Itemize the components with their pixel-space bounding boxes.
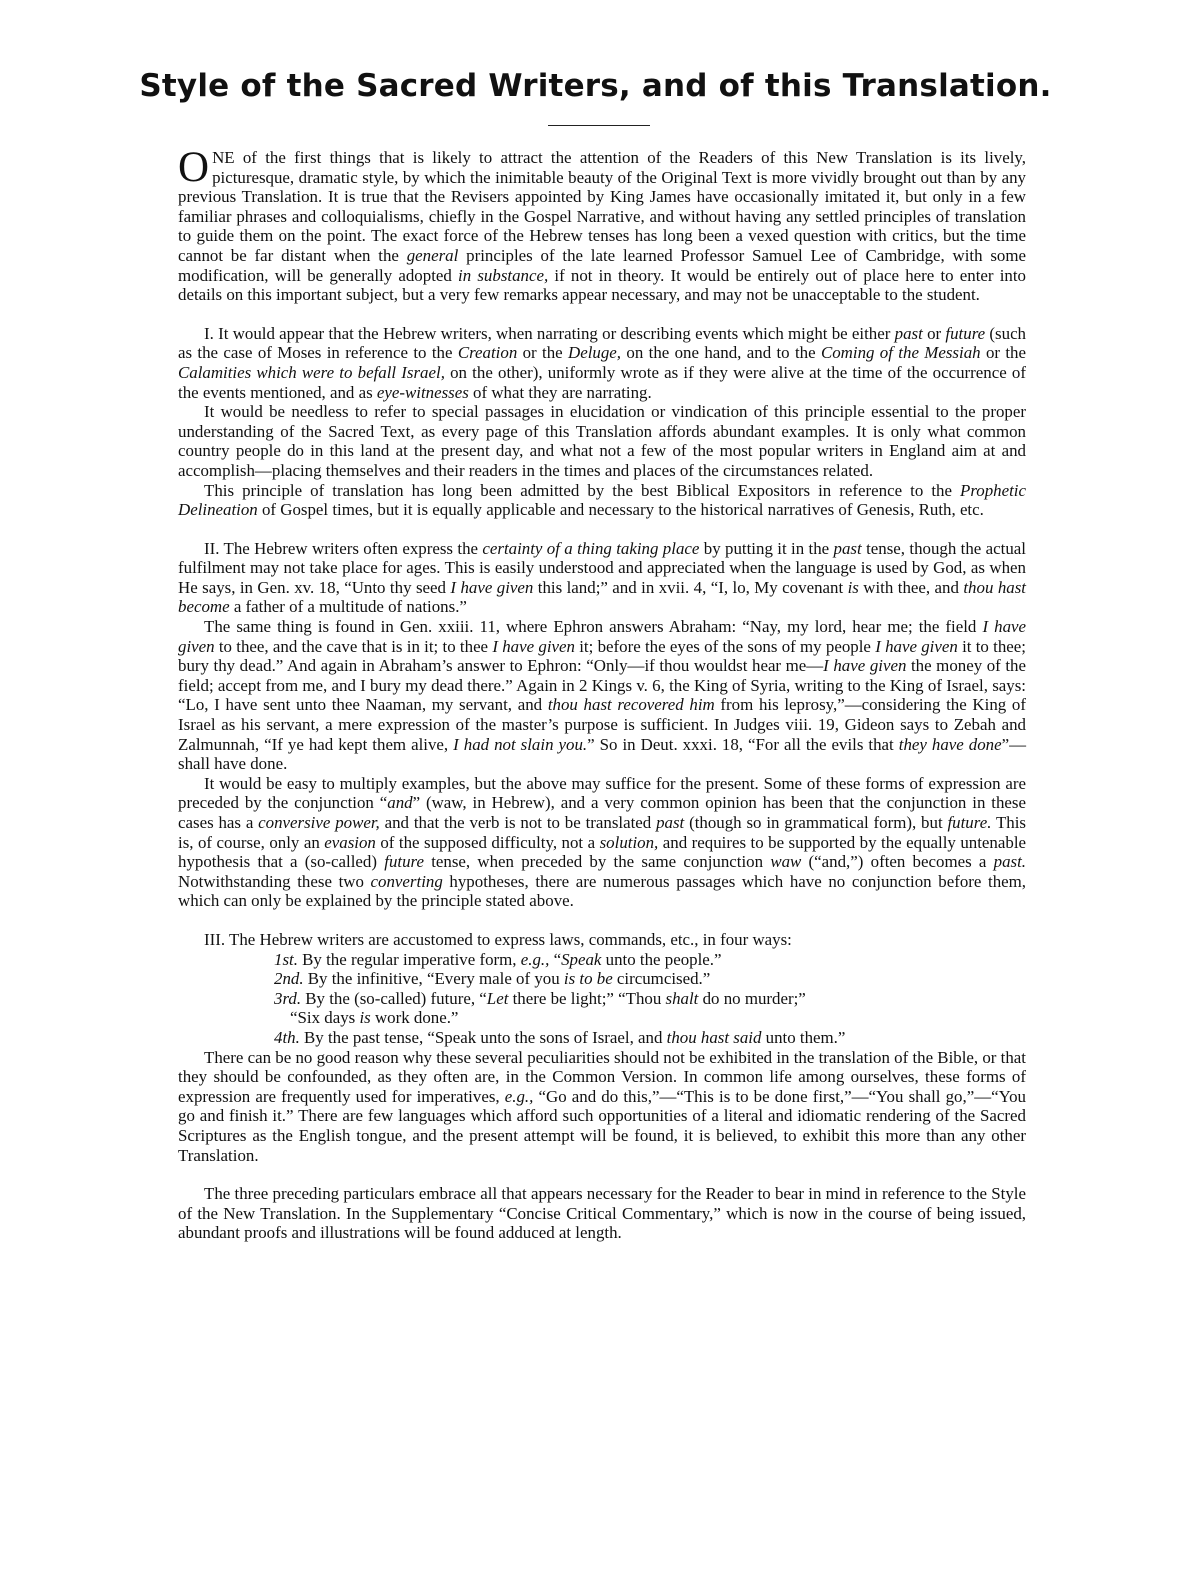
list-em: shalt: [665, 988, 699, 1008]
s2p3-em: future: [384, 852, 424, 872]
list-item-continuation: [178, 1008, 1026, 1028]
list-text: By the (so-called) future, “: [301, 988, 487, 1008]
list-number: 2nd.: [274, 969, 304, 989]
s1p1-e: on the one hand, and to the: [621, 343, 821, 363]
s2p2-em: I have given: [178, 617, 1027, 656]
s2p2-a: The same thing is found in Gen. xxiii. 11, where Ephron answers Abraham: “Nay, my lord, hear me; the field: [204, 617, 983, 637]
s2p2-em: I had not slain you.: [453, 734, 588, 754]
list-text: By the regular imperative form,: [297, 949, 521, 969]
s1p1-f: or the: [980, 343, 1027, 363]
s1p1-g: on the other), uniformly wrote as if they were alive at the time of the occurrence of the events mentioned, and as: [178, 362, 1026, 402]
s2p3-d: (though so in grammatical form), but: [684, 813, 948, 832]
s1p1-em: eye-witnesses: [376, 382, 469, 402]
section-1-paragraph-3: [178, 481, 1026, 520]
s2p3-j: Notwithstanding these two: [178, 871, 371, 891]
section-1-paragraph-2: It would be needless to refer to special passages in elucidation or vindication of this principle essential to the proper understanding of the Sacred Text, as every page of this Translation affords abundant examples. It is only what common country people do in this land at the present day, and what not a few of the most popular writers in England aim at and accomplish—placing themselves and their readers in the times and places of the circumstances related.: [178, 402, 1026, 480]
list-text: “Six days: [290, 1008, 360, 1028]
s2p1-em: past: [833, 538, 862, 558]
s2p2-e: the money of the field; accept from me, and I bury my dead there.” Again in 2 Kings v. 6, the King of Syria, writing to the King of Israel, says: “Lo, I have sent unto thee Naaman, my servant, and: [178, 656, 1026, 715]
document-body: [178, 144, 1027, 1243]
section-2-paragraph-3: [178, 774, 1026, 911]
s2p2-em: I have given: [492, 636, 575, 656]
s1p3-b: of Gospel times, but it is equally applicable and necessary to the historical narratives of Genesis, Ruth, etc.: [257, 500, 984, 520]
s2p2-f: from his leprosy,”—considering the King of Israel as his servant, a mere expression of the master’s purpose is sufficient. In Judges viii. 19, Gideon says to Zebah and Zalmunnah, “If ye had kept them alive,: [178, 695, 1026, 754]
s1p1-b: or: [922, 323, 946, 343]
list-item: [178, 989, 1026, 1009]
s1p1-em: Creation: [457, 343, 518, 363]
list-number: 1st.: [274, 949, 298, 969]
s1p1-h: of what they are narrating.: [468, 382, 652, 402]
s2p3-f: of the supposed difficulty, not a: [375, 832, 600, 852]
s2p2-b: to thee, and the cave that is in it; to thee: [214, 636, 493, 656]
list-text: unto them.”: [761, 1027, 846, 1047]
s2p3-h: tense, when preceded by the same conjunction: [423, 852, 771, 872]
intro-paragraph: [178, 144, 1027, 305]
s2p1-b: by putting it in the: [699, 538, 834, 558]
s2p1-em: I have given: [450, 577, 534, 597]
list-em: thou hast said: [666, 1027, 762, 1047]
list-text: do no murder;”: [698, 988, 806, 1008]
s2p1-em: certainty of a thing taking place: [482, 538, 700, 558]
s2p1-c: tense, though the actual fulfilment may not take place for ages. This is easily understood and appreciated when the language is used by God, as when He says, in Gen. xv. 18, “Unto thy seed: [178, 538, 1026, 597]
s1p1-em: future: [945, 323, 986, 343]
list-em: Speak: [561, 949, 602, 969]
intro-text-b: principles of the late learned Professor Samuel Lee of Cambridge, with some modification, will be generally adopted: [178, 245, 1026, 285]
intro-em-a: general: [406, 245, 459, 265]
s3p2-a: There can be no good reason why these several peculiarities should not be exhibited in the translation of the Bible, or that they should be confounded, as they often are, in the Common Version. In common life among ourselves, these forms of expression are frequently used for imperatives,: [178, 1047, 1026, 1106]
s2p3-em: conversive power,: [258, 813, 380, 832]
s2p3-e: This is, of course, only an: [178, 813, 1026, 852]
s1p1-em: Coming of the Messiah: [820, 343, 981, 363]
s2p3-em: and: [387, 793, 413, 813]
s2p3-em: evasion: [324, 832, 376, 852]
list-em: Let: [486, 988, 509, 1008]
list-number: 4th.: [274, 1027, 300, 1047]
s2p3-c: and that the verb is not to be translated: [379, 813, 657, 832]
s2p3-em: converting: [370, 871, 443, 891]
s2p2-d: it to thee; bury thy dead.” And again in Abraham’s answer to Ephron: “Only—if thou wouldst hear me—: [178, 636, 1026, 676]
s1p1-a: I. It would appear that the Hebrew writers, when narrating or describing events which might be either: [204, 323, 895, 343]
list-em: e.g.,: [520, 949, 550, 969]
s2p2-em: thou hast recovered him: [547, 695, 715, 715]
section-3-paragraph-2: [178, 1048, 1026, 1166]
s2p1-e: with thee, and: [858, 577, 964, 597]
s2p3-k: hypotheses, there are numerous passages which have no conjunction before them, which can only be explained by the principle stated above.: [178, 871, 1027, 911]
list-number: 3rd.: [274, 988, 302, 1008]
list-text: work done.”: [370, 1008, 459, 1028]
s2p2-em: I have given: [823, 656, 907, 676]
list-text: By the infinitive, “Every male of you: [303, 969, 564, 989]
s1p3-em: Prophetic Delineation: [178, 480, 1026, 520]
list-em: is to be: [563, 969, 613, 989]
s1p1-em: past: [894, 323, 923, 343]
list-item: [178, 950, 1026, 970]
s3p2-b: “Go and do this,”—“This is to be done first,”—“You shall go,”—“You go and finish it.” There are few languages which afford such opportunities of a literal and idiomatic rendering of the Sacred Scriptures as the English tongue, and the present attempt will be found, it is believed, to exhibit this more than any other Translation.: [178, 1086, 1026, 1165]
intro-em-b: in substance,: [458, 265, 549, 285]
list-text: circumcised.”: [612, 969, 711, 989]
drop-cap: O: [178, 144, 210, 191]
s2p3-em: solution,: [599, 832, 659, 852]
s3p2-em: e.g.,: [504, 1086, 534, 1106]
s2p3-a: It would be easy to multiply examples, but the above may suffice for the present. Some of these forms of expression are preceded by the conjunction “: [178, 773, 1026, 813]
s2p1-d: this land;” and in xvii. 4, “I, lo, My covenant: [533, 577, 848, 597]
list-item: [178, 1028, 1026, 1048]
s2p1-f: a father of a multitude of nations.”: [229, 597, 467, 617]
s1p3-a: This principle of translation has long been admitted by the best Biblical Expositors in reference to the: [204, 480, 961, 500]
s2p1-a: II. The Hebrew writers often express the: [204, 538, 483, 558]
intro-text-c: if not in theory. It would be entirely out of place here to enter into details on this important subject, but a very few remarks appear necessary, and may not be unacceptable to the student.: [178, 265, 1027, 305]
section-1-paragraph-1: [178, 324, 1026, 402]
section-2-paragraph-1: [178, 539, 1026, 617]
s2p1-em: is: [847, 577, 859, 597]
s1p1-em: Calamities which were to befall Israel,: [178, 362, 445, 382]
s1p1-d: or the: [517, 343, 569, 363]
section-2-paragraph-2: [178, 617, 1026, 774]
s2p2-h: ”—shall have done.: [178, 734, 1026, 774]
s2p3-em: future.: [947, 813, 992, 832]
list-text: By the past tense, “Speak unto the sons of Israel, and: [299, 1027, 667, 1047]
s2p2-c: it; before the eyes of the sons of my people: [574, 636, 876, 656]
section-3-lead: III. The Hebrew writers are accustomed to express laws, commands, etc., in four ways:: [204, 929, 792, 949]
title-rule: [548, 125, 650, 126]
s2p2-em: I have given: [875, 636, 958, 656]
s2p3-g: and requires to be supported by the equally untenable hypothesis that a (so-called): [178, 832, 1027, 872]
s2p2-g: ” So in Deut. xxxi. 18, “For all the evils that: [587, 734, 899, 754]
list-item: [178, 969, 1026, 989]
list-em: is: [359, 1008, 371, 1028]
list-text: unto the people.”: [601, 949, 722, 969]
s1p1-em: Deluge,: [568, 343, 622, 363]
s2p3-em: past: [656, 813, 685, 832]
page-title: Style of the Sacred Writers, and of this Translation.: [139, 68, 1052, 104]
s2p3-i: (“and,”) often becomes a: [801, 852, 994, 872]
s2p3-em: waw: [770, 852, 802, 872]
closing-paragraph: The three preceding particulars embrace all that appears necessary for the Reader to bear in mind in reference to the Style of the New Translation. In the Supplementary “Concise Critical Commentary,” which is now in the course of being issued, abundant proofs and illustrations will be found adduced at length.: [178, 1184, 1026, 1243]
intro-text-a: NE of the first things that is likely to attract the attention of the Readers of this New Translation is its lively, picturesque, dramatic style, by which the inimitable beauty of the Original Text is more vividly brought out than by any previous Translation. It is true that the Revisers appointed by King James have occasionally imitated it, but only in a few familiar phrases and colloquialisms, chiefly in the Gospel Narrative, and without having any settled principles of translation to guide them on the point. The exact force of the Hebrew tenses has long been a vexed question with critics, but the time cannot be far distant when the: [178, 148, 1026, 265]
section-3-list: [178, 950, 1026, 1048]
s2p3-b: ” (waw, in Hebrew), and a very common opinion has been that the conjunction in these cases has a: [178, 793, 1026, 832]
list-text: there be light;” “Thou: [508, 988, 666, 1008]
s2p1-em: thou hast become: [178, 577, 1026, 617]
list-text: “: [549, 949, 562, 969]
s2p2-em: they have done: [898, 734, 1002, 754]
s2p3-em: past.: [993, 852, 1027, 872]
s1p1-c: (such as the case of Moses in reference to the: [178, 323, 1027, 363]
